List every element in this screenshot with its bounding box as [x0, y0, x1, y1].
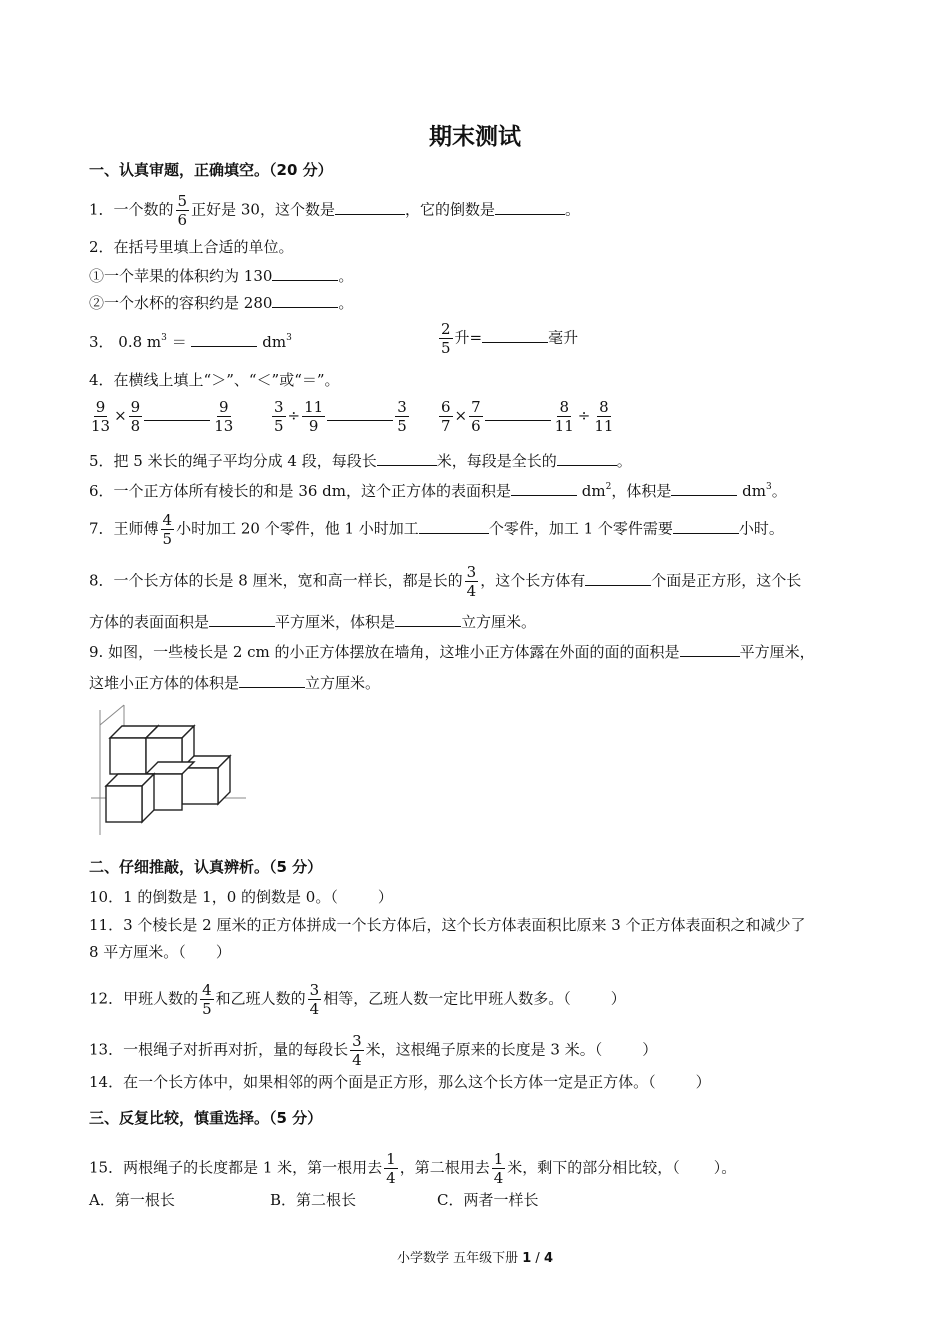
compare-blank[interactable] [485, 405, 551, 421]
compare-blank[interactable] [144, 405, 210, 421]
answer-blank[interactable] [671, 480, 737, 496]
answer-blank[interactable] [272, 292, 338, 308]
answer-blank[interactable] [585, 570, 651, 586]
question-7: 7．王师傅 $\frac{4}{5}$ 小时加工 20 个零件，他 1 小时加工 个零件，加工 1 个零件需要 小时。 [89, 511, 784, 548]
question-2: 2．在括号里填上合适的单位。 [89, 238, 294, 256]
answer-blank[interactable] [239, 672, 305, 688]
page-footer: 小学数学 五年级下册 1 / 4 [396, 1251, 553, 1266]
question-2-item-2: ②一个水杯的容积约是 280 。 [89, 294, 354, 312]
question-8-cont: 方体的表面面积是 平方厘米，体积是 立方厘米。 [89, 613, 537, 631]
question-5: 5．把 5 米长的绳子平均分成 4 段，每段长 米，每段是全长的 。 [89, 452, 632, 470]
answer-blank[interactable] [673, 518, 739, 534]
cubes-figure [86, 700, 256, 840]
option-c[interactable]: C．两者一样长 [437, 1191, 539, 1209]
option-a[interactable]: A．第一根长 [89, 1191, 175, 1209]
answer-blank[interactable] [419, 518, 489, 534]
question-6: 6．一个正方体所有棱长的和是 36 dm，这个正方体的表面积是 $dm^2$，体积是 $dm^3$。 [89, 482, 787, 500]
page-number: 1 [522, 1251, 532, 1266]
question-4-expr-3: $\frac{6}{7}$ × $\frac{7}{6}$ $\frac{8}{11}$ ÷ $\frac{8}{11}$ [441, 398, 614, 435]
question-4-expr-2: $\frac{3}{5}$ ÷ $\frac{11}{9}$ $\frac{3}{5}$ [274, 398, 407, 435]
question-9: 9. 如图，一些棱长是 2 cm 的小正方体摆放在墙角，这堆小正方体露在外面的面的面积是 平方厘米， [89, 643, 815, 661]
question-15: 15．两根绳子的长度都是 1 米，第一根用去 $\frac{1}{4}$ ，第二根用去 $\frac{1}{4}$ 米，剩下的部分相比较，（ ）。 [89, 1150, 737, 1187]
fraction: $\frac{5}{6}$ [177, 192, 188, 229]
option-b[interactable]: B．第二根长 [270, 1191, 357, 1209]
question-8: 8．一个长方体的长是 8 厘米，宽和高一样长，都是长的 $\frac{3}{4}$ ，这个长方体有 个面是正方形，这个长 [89, 563, 802, 600]
section-2-heading: 二、仔细推敲，认真辨析。（5 分） [89, 858, 323, 876]
question-1: 1．一个数的 $\frac{5}{6}$ 正好是 30，这个数是 ，它的倒数是 。 [89, 192, 580, 229]
question-13: 13．一根绳子对折再对折，量的每段长 $\frac{3}{4}$ 米，这根绳子原来的长度是 3 米。（ ） [89, 1032, 658, 1069]
fraction: $\frac{2}{5}$ [441, 320, 451, 357]
answer-blank[interactable] [482, 327, 548, 343]
question-14: 14．在一个长方体中，如果相邻的两个面是正方形，那么这个长方体一定是正方体。（ ） [89, 1073, 711, 1091]
question-9-cont: 这堆小正方体的体积是 立方厘米。 [89, 674, 381, 692]
answer-blank[interactable] [209, 611, 275, 627]
question-10: 10．1 的倒数是 1，0 的倒数是 0。（ ） [89, 888, 393, 906]
section-3-heading: 三、反复比较，慎重选择。（5 分） [89, 1109, 323, 1127]
question-3-part-2: $\frac{2}{5}$ 升= 毫升 [441, 320, 579, 357]
page-title: 期末测试 [429, 124, 521, 150]
answer-blank[interactable] [335, 199, 405, 215]
answer-blank[interactable] [495, 199, 565, 215]
question-11: 11．3 个棱长是 2 厘米的正方体拼成一个长方体后，这个长方体表面积比原来 3 个正方体表面积之和减少了 [89, 916, 806, 934]
question-4: 4．在横线上填上“＞”、“＜”或“＝”。 [89, 371, 340, 389]
page-total: 4 [543, 1251, 553, 1266]
question-4-expr-1: $\frac{9}{13}$ × $\frac{9}{8}$ $\frac{9}{13}$ [91, 398, 234, 435]
question-11-cont: 8 平方厘米。（ ） [89, 943, 231, 961]
answer-blank[interactable] [395, 611, 461, 627]
question-2-item-1: ①一个苹果的体积约为 130 。 [89, 267, 354, 285]
answer-blank[interactable] [680, 641, 740, 657]
question-3-part-1: 3． 0.8 $m^3 = dm^3$ [89, 333, 292, 351]
answer-blank[interactable] [377, 450, 437, 466]
answer-blank[interactable] [191, 331, 257, 347]
answer-blank[interactable] [557, 450, 617, 466]
compare-blank[interactable] [327, 405, 393, 421]
question-12: 12．甲班人数的 $\frac{4}{5}$ 和乙班人数的 $\frac{3}{4}$ 相等，乙班人数一定比甲班人数多。（ ） [89, 981, 626, 1018]
section-1-heading: 一、认真审题，正确填空。（20 分） [89, 161, 333, 179]
answer-blank[interactable] [511, 480, 577, 496]
answer-blank[interactable] [272, 265, 338, 281]
